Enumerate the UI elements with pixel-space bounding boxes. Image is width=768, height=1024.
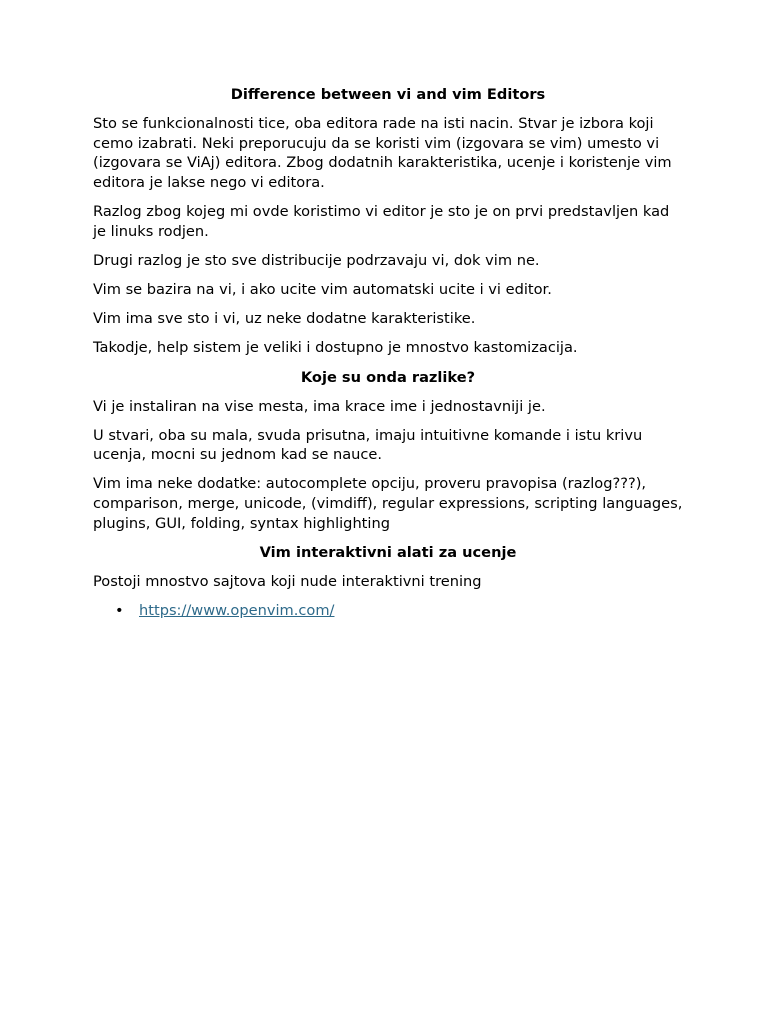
section-learning-tools [93,543,683,621]
paragraph: Sto se funkcionalnosti tice, oba editora rade na isti nacin. Stvar je izbora koji cemo izabrati. Neki preporucuju da se koristi vim (izgovara se vim) umesto vi (izgovara se ViAj) editora. Zbog dodatnih karakteristika, ucenje i koristenje vim editora je lakse nego vi editora. [93,115,672,191]
paragraph: U stvari, oba su mala, svuda prisutna, imaju intuitivne komande i istu krivu ucenja, mocni su jednom kad se nauce. [93,426,643,464]
paragraph: Vim ima neke dodatke: autocomplete opciju, proveru pravopisa (razlog???), comparison, merge, unicode, (vimdiff), regular expressions, scripting languages, plugins, GUI, folding, syntax highlighting [93,475,683,532]
document-page [93,85,683,621]
paragraph: Drugi razlog je sto sve distribucije podrzavaju vi, dok vim ne. [93,251,540,269]
link-list [93,601,683,621]
section-vi-vs-vim [93,85,683,358]
list-item [93,601,683,621]
bullet-icon: • [115,602,124,620]
section-heading: Difference between vi and vim Editors [230,86,546,103]
section-differences [93,368,683,534]
paragraph: Vim ima sve sto i vi, uz neke dodatne karakteristike. [93,310,476,328]
section-heading: Koje su onda razlike? [300,368,476,386]
paragraph: Vi je instaliran na vise mesta, ima krace ime i jednostavniji je. [93,397,546,415]
paragraph: Takodje, help sistem je veliki i dostupno je mnostvo kastomizacija. [93,339,578,357]
section-heading: Vim interaktivni alati za ucenje [259,543,517,561]
paragraph: Postoji mnostvo sajtova koji nude interaktivni trening [93,572,482,590]
openvim-link[interactable]: https://www.openvim.com/ [139,602,335,620]
paragraph: Vim se bazira na vi, i ako ucite vim automatski ucite i vi editor. [93,280,552,298]
paragraph: Razlog zbog kojeg mi ovde koristimo vi editor je sto je on prvi predstavljen kad je linuks rodjen. [93,202,670,240]
